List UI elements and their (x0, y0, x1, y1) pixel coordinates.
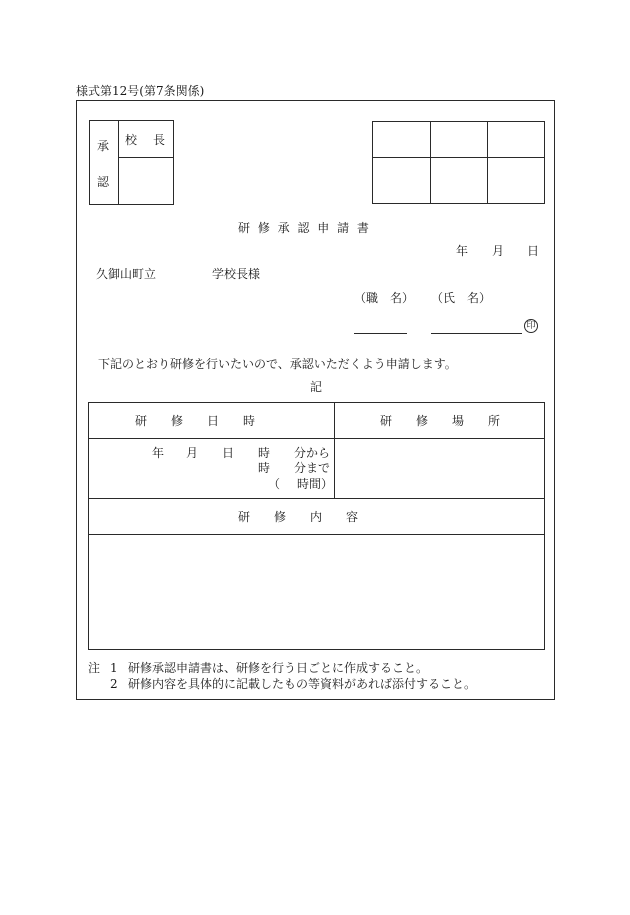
addressee-school: 学校長様 (212, 267, 261, 281)
note-2-text: 研修内容を具体的に記載したもの等資料があれば添付すること。 (128, 677, 477, 691)
date-year-label: 年 (456, 244, 469, 258)
main-table (88, 402, 545, 650)
start-minute-unit: 分から (294, 446, 331, 460)
position-label: （職 名） (354, 291, 415, 305)
form-title: 研 修 承 認 申 請 書 (238, 221, 371, 235)
note-1-num: 1 (110, 661, 118, 675)
datetime-header: 研 修 日 時 (135, 414, 256, 428)
start-day-unit: 日 (222, 446, 235, 460)
note-1-text: 研修承認申請書は、研修を行う日ごとに作成すること。 (128, 661, 429, 675)
addressee-town: 久御山町立 (96, 267, 157, 281)
place-header: 研 修 場 所 (380, 414, 501, 428)
content-header: 研 修 内 容 (238, 510, 359, 524)
duration-close: 時間） (297, 477, 334, 491)
seal-mark: 印 (524, 319, 538, 333)
start-year-unit: 年 (152, 446, 165, 460)
end-hour-unit: 時 (258, 461, 271, 475)
intro-text: 下記のとおり研修を行いたいので、承認いただくよう申請します。 (98, 357, 457, 371)
date-day-label: 日 (527, 244, 540, 258)
position-line (354, 333, 407, 334)
duration-open: （ (268, 477, 281, 491)
start-hour-unit: 時 (258, 446, 271, 460)
form-label: 様式第12号(第7条関係) (76, 84, 205, 98)
start-month-unit: 月 (186, 446, 199, 460)
note-2-num: 2 (110, 677, 118, 691)
notes-prefix: 注 (88, 661, 101, 675)
principal-label: 校 長 (125, 133, 168, 147)
stamp-grid (372, 121, 545, 204)
name-label: （氏 名） (431, 291, 492, 305)
date-month-label: 月 (492, 244, 505, 258)
ki-label: 記 (310, 380, 323, 394)
approval-char-1: 承 (97, 139, 110, 153)
name-line (431, 333, 522, 334)
approval-char-2: 認 (97, 175, 110, 189)
end-minute-unit: 分まで (294, 461, 331, 475)
